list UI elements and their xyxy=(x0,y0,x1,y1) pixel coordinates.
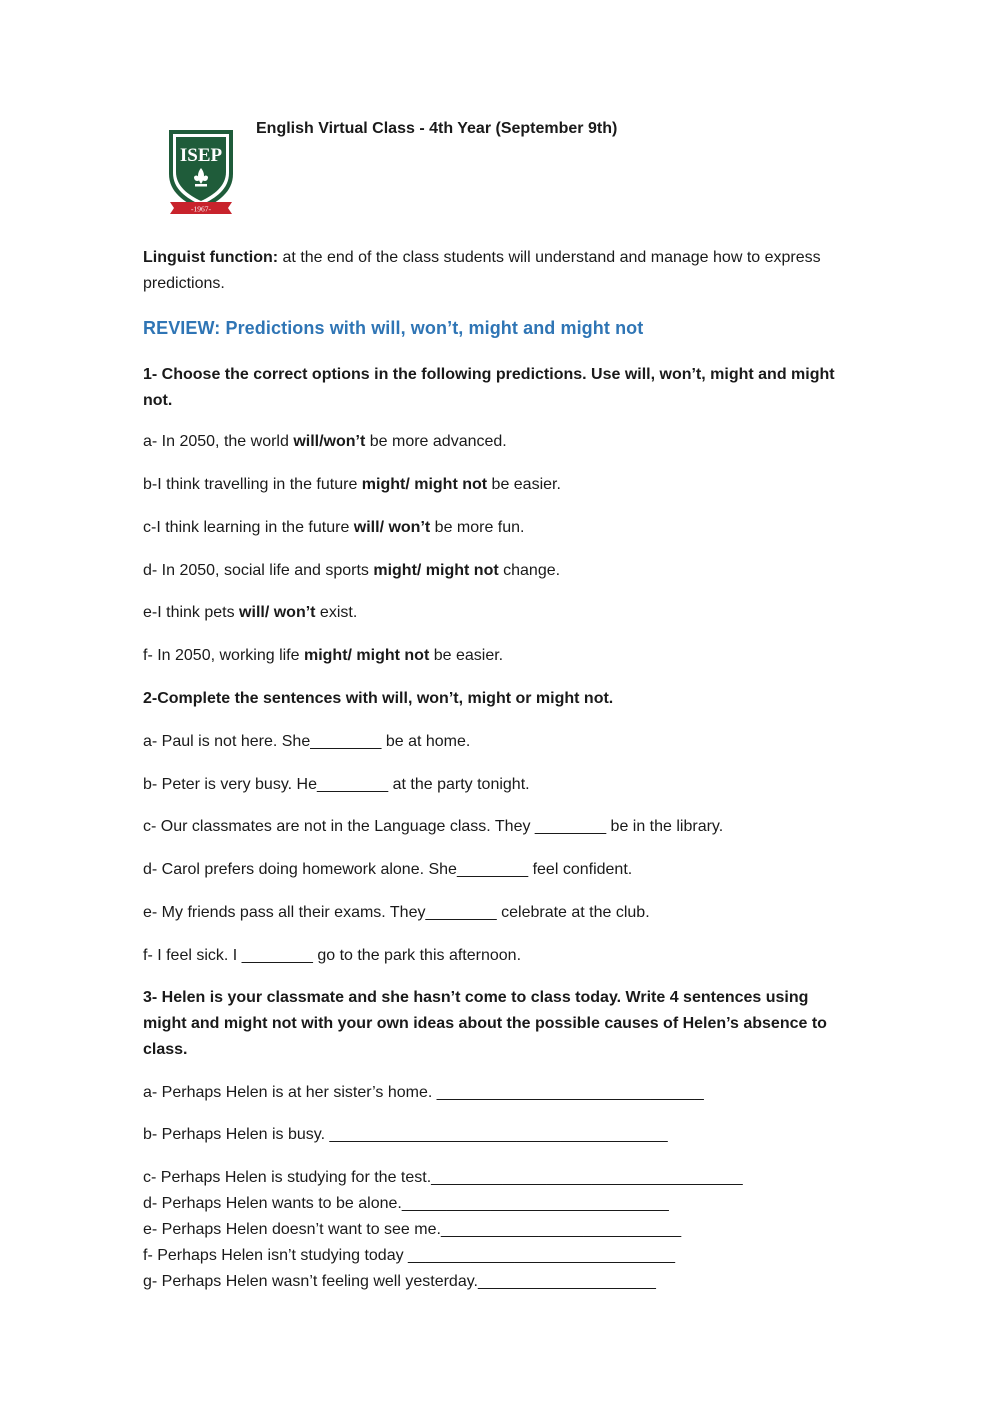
section1-item: c-I think learning in the future will/ won’t be more fun. xyxy=(143,519,525,536)
linguist-text: at the end of the class students will understand and manage how to express predictions. xyxy=(143,249,821,292)
section2-item: f- I feel sick. I ________ go to the park this afternoon. xyxy=(143,947,522,964)
section3-item: g- Perhaps Helen wasn’t feeling well yesterday.____________________ xyxy=(143,1273,656,1290)
section1-heading: 1- Choose the correct options in the following predictions. Use will, won’t, might and might not. xyxy=(143,366,835,409)
section3-item: b- Perhaps Helen is busy. ______________________________________ xyxy=(143,1126,668,1143)
svg-text:-1967-: -1967- xyxy=(191,204,211,214)
linguist-label: Linguist function: xyxy=(143,249,279,266)
linguist-function xyxy=(143,245,863,297)
section1-item: e-I think pets will/ won’t exist. xyxy=(143,604,358,621)
section3-heading: 3- Helen is your classmate and she hasn’t come to class today. Write 4 sentences using might and might not with your own ideas about the possible causes of Helen’s absence to class. xyxy=(143,989,827,1058)
section2-heading: 2-Complete the sentences with will, won’t, might or might not. xyxy=(143,690,614,707)
page-title: English Virtual Class - 4th Year (September 9th) xyxy=(256,120,618,137)
section2-item: e- My friends pass all their exams. They________ celebrate at the club. xyxy=(143,904,650,921)
section3-item: f- Perhaps Helen isn’t studying today ______________________________ xyxy=(143,1247,675,1264)
section1-item: d- In 2050, social life and sports might/ might not change. xyxy=(143,562,561,579)
section3-item: d- Perhaps Helen wants to be alone.______________________________ xyxy=(143,1195,669,1212)
section2-item: a- Paul is not here. She________ be at home. xyxy=(143,733,471,750)
section2-item: d- Carol prefers doing homework alone. She________ feel confident. xyxy=(143,861,633,878)
section1-item: b-I think travelling in the future might/ might not be easier. xyxy=(143,476,561,493)
section3-item: a- Perhaps Helen is at her sister’s home. ______________________________ xyxy=(143,1084,704,1101)
section3-item: c- Perhaps Helen is studying for the test.___________________________________ xyxy=(143,1169,743,1186)
section1-item: f- In 2050, working life might/ might not be easier. xyxy=(143,647,504,664)
review-heading: REVIEW: Predictions with will, won’t, might and might not xyxy=(143,318,644,338)
svg-text:ISEP: ISEP xyxy=(179,145,223,166)
section3-item: e- Perhaps Helen doesn’t want to see me.___________________________ xyxy=(143,1221,682,1238)
section1-item: a- In 2050, the world will/won’t be more advanced. xyxy=(143,433,507,450)
section2-item: c- Our classmates are not in the Language class. They ________ be in the library. xyxy=(143,818,724,835)
school-crest-icon xyxy=(166,128,236,220)
section2-item: b- Peter is very busy. He________ at the party tonight. xyxy=(143,776,530,793)
